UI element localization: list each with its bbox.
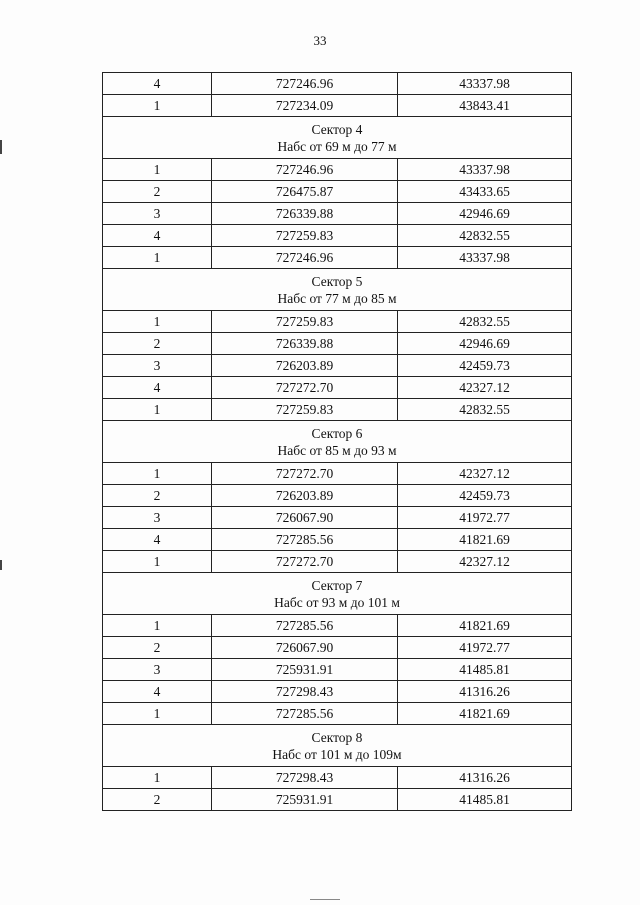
x-coordinate-cell: 726475.87 xyxy=(212,181,398,203)
y-coordinate-cell: 42327.12 xyxy=(398,463,572,485)
scan-edge-mark xyxy=(0,140,2,154)
y-coordinate-cell: 42946.69 xyxy=(398,333,572,355)
x-coordinate-cell: 726203.89 xyxy=(212,485,398,507)
point-number-cell: 4 xyxy=(103,377,212,399)
table-row xyxy=(103,399,572,421)
table-row xyxy=(103,703,572,725)
table-row xyxy=(103,507,572,529)
table-row xyxy=(103,767,572,789)
scan-bottom-mark xyxy=(310,899,340,900)
point-number-cell: 4 xyxy=(103,73,212,95)
y-coordinate-cell: 42459.73 xyxy=(398,485,572,507)
table-row xyxy=(103,377,572,399)
point-number-cell: 1 xyxy=(103,551,212,573)
y-coordinate-cell: 43843.41 xyxy=(398,95,572,117)
x-coordinate-cell: 727234.09 xyxy=(212,95,398,117)
point-number-cell: 3 xyxy=(103,659,212,681)
point-number-cell: 1 xyxy=(103,159,212,181)
coordinates-table-body xyxy=(103,73,572,811)
table-row xyxy=(103,463,572,485)
point-number-cell: 2 xyxy=(103,485,212,507)
sector-header-cell xyxy=(103,573,572,615)
y-coordinate-cell: 43337.98 xyxy=(398,159,572,181)
point-number-cell: 2 xyxy=(103,181,212,203)
x-coordinate-cell: 726339.88 xyxy=(212,333,398,355)
point-number-cell: 2 xyxy=(103,333,212,355)
sector-height-range: Набс от 93 м до 101 м xyxy=(274,594,400,610)
point-number-cell: 1 xyxy=(103,703,212,725)
x-coordinate-cell: 727298.43 xyxy=(212,681,398,703)
point-number-cell: 4 xyxy=(103,225,212,247)
sector-height-range: Набс от 85 м до 93 м xyxy=(277,442,397,458)
table-row xyxy=(103,311,572,333)
point-number-cell: 4 xyxy=(103,529,212,551)
y-coordinate-cell: 43433.65 xyxy=(398,181,572,203)
sector-title: Сектор 7 xyxy=(311,577,363,593)
y-coordinate-cell: 42832.55 xyxy=(398,311,572,333)
x-coordinate-cell: 727259.83 xyxy=(212,225,398,247)
y-coordinate-cell: 42832.55 xyxy=(398,399,572,421)
sector-height-range: Набс от 69 м до 77 м xyxy=(277,138,397,154)
table-row xyxy=(103,637,572,659)
table-row xyxy=(103,203,572,225)
sector-title: Сектор 6 xyxy=(311,425,363,441)
point-number-cell: 4 xyxy=(103,681,212,703)
sector-header-row xyxy=(103,269,572,311)
x-coordinate-cell: 725931.91 xyxy=(212,659,398,681)
page-number: 33 xyxy=(313,33,327,48)
point-number-cell: 1 xyxy=(103,767,212,789)
y-coordinate-cell: 41316.26 xyxy=(398,767,572,789)
x-coordinate-cell: 727259.83 xyxy=(212,399,398,421)
x-coordinate-cell: 726067.90 xyxy=(212,637,398,659)
y-coordinate-cell: 41821.69 xyxy=(398,615,572,637)
table-row xyxy=(103,225,572,247)
y-coordinate-cell: 43337.98 xyxy=(398,73,572,95)
y-coordinate-cell: 42327.12 xyxy=(398,377,572,399)
y-coordinate-cell: 41972.77 xyxy=(398,507,572,529)
sector-header-cell xyxy=(103,421,572,463)
sector-title: Сектор 4 xyxy=(311,121,363,137)
x-coordinate-cell: 727259.83 xyxy=(212,311,398,333)
table-row xyxy=(103,247,572,269)
x-coordinate-cell: 727298.43 xyxy=(212,767,398,789)
point-number-cell: 1 xyxy=(103,311,212,333)
sector-header-cell xyxy=(103,117,572,159)
table-row xyxy=(103,615,572,637)
sector-height-range: Набс от 77 м до 85 м xyxy=(277,290,397,306)
point-number-cell: 1 xyxy=(103,615,212,637)
point-number-cell: 2 xyxy=(103,789,212,811)
x-coordinate-cell: 727272.70 xyxy=(212,377,398,399)
x-coordinate-cell: 727285.56 xyxy=(212,703,398,725)
x-coordinate-cell: 726203.89 xyxy=(212,355,398,377)
sector-header-row xyxy=(103,573,572,615)
sector-header-row xyxy=(103,117,572,159)
y-coordinate-cell: 41485.81 xyxy=(398,659,572,681)
table-row xyxy=(103,73,572,95)
x-coordinate-cell: 727285.56 xyxy=(212,529,398,551)
table-row xyxy=(103,681,572,703)
sector-header-row xyxy=(103,421,572,463)
y-coordinate-cell: 43337.98 xyxy=(398,247,572,269)
sector-header-row xyxy=(103,725,572,767)
point-number-cell: 3 xyxy=(103,355,212,377)
x-coordinate-cell: 727272.70 xyxy=(212,551,398,573)
sector-header-cell xyxy=(103,269,572,311)
table-row xyxy=(103,529,572,551)
x-coordinate-cell: 725931.91 xyxy=(212,789,398,811)
y-coordinate-cell: 41316.26 xyxy=(398,681,572,703)
table-row xyxy=(103,355,572,377)
point-number-cell: 1 xyxy=(103,95,212,117)
y-coordinate-cell: 41972.77 xyxy=(398,637,572,659)
scan-edge-mark xyxy=(0,560,2,570)
point-number-cell: 1 xyxy=(103,399,212,421)
y-coordinate-cell: 42946.69 xyxy=(398,203,572,225)
point-number-cell: 1 xyxy=(103,463,212,485)
x-coordinate-cell: 727272.70 xyxy=(212,463,398,485)
y-coordinate-cell: 41821.69 xyxy=(398,703,572,725)
table-row xyxy=(103,95,572,117)
table-row xyxy=(103,333,572,355)
sector-title: Сектор 5 xyxy=(311,273,363,289)
y-coordinate-cell: 42459.73 xyxy=(398,355,572,377)
y-coordinate-cell: 42327.12 xyxy=(398,551,572,573)
point-number-cell: 3 xyxy=(103,507,212,529)
coordinates-table xyxy=(102,72,572,811)
point-number-cell: 2 xyxy=(103,637,212,659)
table-row xyxy=(103,159,572,181)
x-coordinate-cell: 727246.96 xyxy=(212,73,398,95)
table-row xyxy=(103,551,572,573)
x-coordinate-cell: 727246.96 xyxy=(212,247,398,269)
point-number-cell: 1 xyxy=(103,247,212,269)
y-coordinate-cell: 41821.69 xyxy=(398,529,572,551)
table-row xyxy=(103,181,572,203)
x-coordinate-cell: 726067.90 xyxy=(212,507,398,529)
table-row xyxy=(103,485,572,507)
x-coordinate-cell: 727285.56 xyxy=(212,615,398,637)
y-coordinate-cell: 41485.81 xyxy=(398,789,572,811)
sector-height-range: Набс от 101 м до 109м xyxy=(272,746,402,762)
x-coordinate-cell: 726339.88 xyxy=(212,203,398,225)
sector-header-cell xyxy=(103,725,572,767)
point-number-cell: 3 xyxy=(103,203,212,225)
x-coordinate-cell: 727246.96 xyxy=(212,159,398,181)
table-row xyxy=(103,659,572,681)
table-row xyxy=(103,789,572,811)
sector-title: Сектор 8 xyxy=(311,729,363,745)
y-coordinate-cell: 42832.55 xyxy=(398,225,572,247)
